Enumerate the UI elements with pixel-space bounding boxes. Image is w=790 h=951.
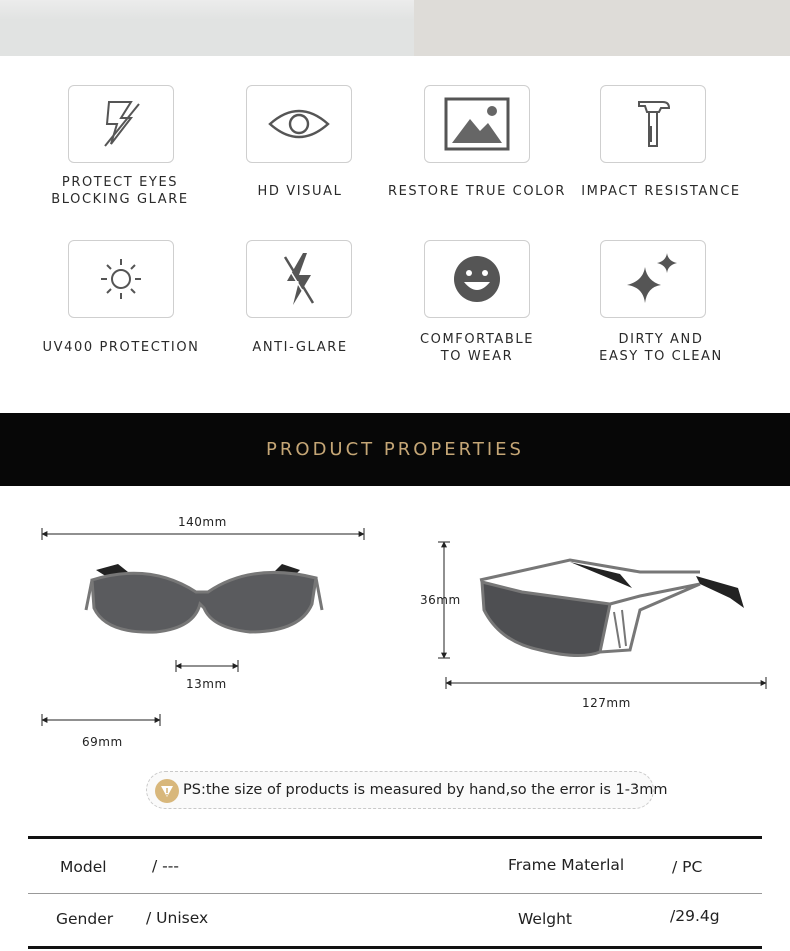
side-view-glasses bbox=[480, 560, 744, 656]
landscape-image-icon bbox=[424, 85, 530, 163]
warning-icon bbox=[155, 779, 179, 803]
spec-model-label: Model bbox=[60, 858, 107, 876]
section-header-band bbox=[0, 413, 790, 486]
table-top-rule bbox=[28, 836, 762, 839]
dimension-diagram bbox=[0, 500, 790, 760]
section-title: PRODUCT PROPERTIES bbox=[266, 439, 524, 460]
dimension-height-label: 36mm bbox=[420, 593, 461, 607]
eye-icon bbox=[246, 85, 352, 163]
dimension-lens-label: 69mm bbox=[82, 735, 123, 749]
spec-frame-label: Frame Materlal bbox=[508, 856, 625, 874]
lightning-icon bbox=[68, 85, 174, 163]
feature-label-hd-visual: HD VISUAL bbox=[257, 184, 343, 199]
feature-label-protect-eyes: PROTECT EYES BLOCKING GLARE bbox=[51, 175, 189, 207]
spec-weight-value: /29.4g bbox=[670, 907, 720, 925]
dimension-temple-label: 127mm bbox=[582, 696, 631, 710]
sparkle-icon bbox=[600, 240, 706, 318]
table-mid-rule bbox=[28, 893, 762, 894]
sun-icon bbox=[68, 240, 174, 318]
top-banner bbox=[0, 0, 790, 56]
feature-label-uv400: UV400 PROTECTION bbox=[42, 340, 200, 355]
spec-gender-value: / Unisex bbox=[146, 909, 209, 927]
note-text: PS:the size of products is measured by hand,so the error is 1-3mm bbox=[183, 782, 668, 798]
crossed-lightning-icon bbox=[246, 240, 352, 318]
spec-frame-value: / PC bbox=[672, 858, 703, 876]
feature-label-easy-clean: DIRTY AND EASY TO CLEAN bbox=[599, 332, 723, 364]
table-bottom-rule bbox=[28, 946, 762, 949]
front-view-glasses bbox=[86, 564, 322, 632]
dimension-bridge-label: 13mm bbox=[186, 677, 227, 691]
feature-label-anti-glare: ANTI-GLARE bbox=[252, 340, 348, 355]
feature-label-comfortable: COMFORTABLE TO WEAR bbox=[419, 332, 535, 364]
hammer-icon bbox=[600, 85, 706, 163]
feature-label-true-color: RESTORE TRUE COLOR bbox=[387, 184, 567, 199]
spec-model-value: / --- bbox=[152, 857, 179, 875]
smiley-icon bbox=[424, 240, 530, 318]
measurement-note bbox=[146, 771, 668, 809]
spec-gender-label: Gender bbox=[56, 910, 114, 928]
dimension-width-label: 140mm bbox=[178, 515, 227, 529]
spec-weight-label: Welght bbox=[518, 910, 573, 928]
feature-label-impact: IMPACT RESISTANCE bbox=[581, 184, 741, 199]
banner-right-panel bbox=[414, 0, 790, 56]
